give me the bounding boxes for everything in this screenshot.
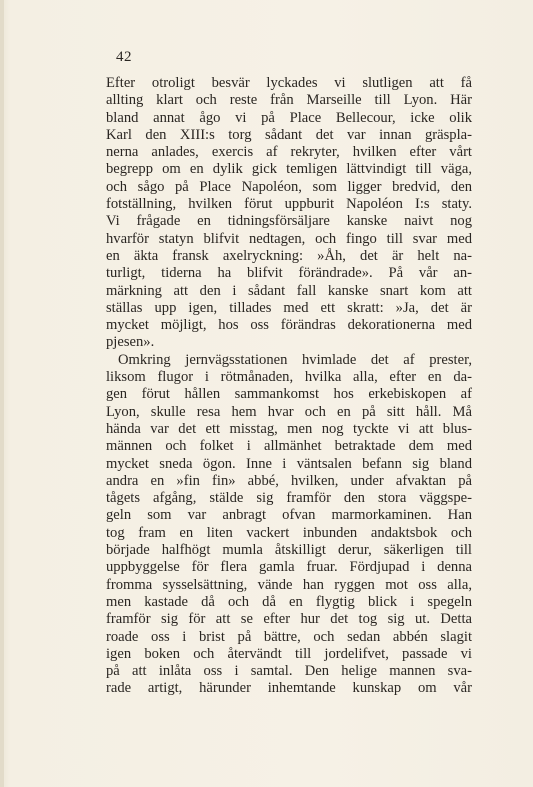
text-line: liksom flugor i rötmånaden, hvilka alla, efter en da-	[106, 369, 472, 386]
text-line: Lyon, skulle resa hem hvar och en på sitt håll. Må	[106, 403, 472, 420]
text-line: Vi frågade en tidningsförsäljare kanske naivt nog	[106, 213, 472, 230]
text-line: bland annat ågo vi på Place Bellecour, icke olik	[106, 109, 472, 126]
text-line: hvarför statyn blifvit nedtagen, och fingo till svar med	[106, 230, 472, 247]
paragraph-1	[106, 75, 472, 352]
text-line: mycket sneda ögon. Inne i väntsalen befann sig bland	[106, 455, 472, 472]
text-line: männen och folket i allmänhet betraktade dem med	[106, 438, 472, 455]
text-line: begrepp om en dylik gick temligen lättvindigt till väga,	[106, 161, 472, 178]
text-line: och sågo på Place Napoléon, som ligger bredvid, den	[106, 178, 472, 195]
text-line: en äkta fransk axelryckning: »Åh, det är helt na-	[106, 247, 472, 264]
text-line: började halfhögt mumla åtskilligt derur, säkerligen till	[106, 542, 472, 559]
text-line: igen boken och återvändt till jordelifvet, passade vi	[106, 645, 472, 662]
text-line: nerna anlades, exercis af rekryter, hvilken efter vårt	[106, 144, 472, 161]
text-line: uppbyggelse för flera gamla fruar. Fördjupad i denna	[106, 559, 472, 576]
text-line: framför sig för att se efter hur det tog sig ut. Detta	[106, 611, 472, 628]
text-line: ställas upp igen, tillades med ett skratt: »Ja, det är	[106, 299, 472, 316]
text-line: roade oss i brist på bättre, och sedan abbén slagit	[106, 628, 472, 645]
text-line: andra en »fin fin» abbé, hvilken, under afvaktan på	[106, 472, 472, 489]
text-line: Omkring jernvägsstationen hvimlade det af prester,	[118, 351, 472, 368]
text-line: turligt, tiderna ha blifvit förändrade». På vår an-	[106, 265, 472, 282]
text-line: allting klart och reste från Marseille till Lyon. Här	[106, 92, 472, 109]
text-line: tågets afgång, stälde sig framför den stora väggspe-	[106, 490, 472, 507]
text-line: fotställning, hvilken förut uppburit Napoléon I:s staty.	[106, 196, 472, 213]
page-gutter	[0, 0, 4, 787]
body-text	[106, 75, 472, 698]
paragraph-2	[106, 352, 472, 698]
text-line: märkning att den i sådant fall kanske snart kom att	[106, 282, 472, 299]
text-line: Efter otroligt besvär lyckades vi slutligen att få	[106, 75, 472, 91]
text-line: rade artigt, härunder inhemtande kunskap om vår	[106, 680, 472, 697]
text-line: Karl den XIII:s torg sådant det var innan gräspla-	[106, 126, 472, 143]
page-number: 42	[116, 49, 132, 65]
text-line: geln som var anbragt ofvan marmorkaminen. Han	[106, 507, 472, 524]
text-line: men kastade då och då en flygtig blick i spegeln	[106, 593, 472, 610]
text-line: tog fram en liten vackert inbunden andaktsbok och	[106, 524, 472, 541]
text-line: mycket möjligt, hos oss förändras dekorationerna med	[106, 317, 472, 334]
text-line: fromma sysselsättning, vände han ryggen mot oss alla,	[106, 576, 472, 593]
text-line: på att inlåta oss i samtal. Den helige mannen sva-	[106, 663, 472, 680]
text-line: pjesen».	[106, 334, 155, 351]
text-line: hända var det ett misstag, men nog tyckte vi att blus-	[106, 420, 472, 437]
text-line: gen förut hållen sammankomst hos erkebiskopen af	[106, 386, 472, 403]
